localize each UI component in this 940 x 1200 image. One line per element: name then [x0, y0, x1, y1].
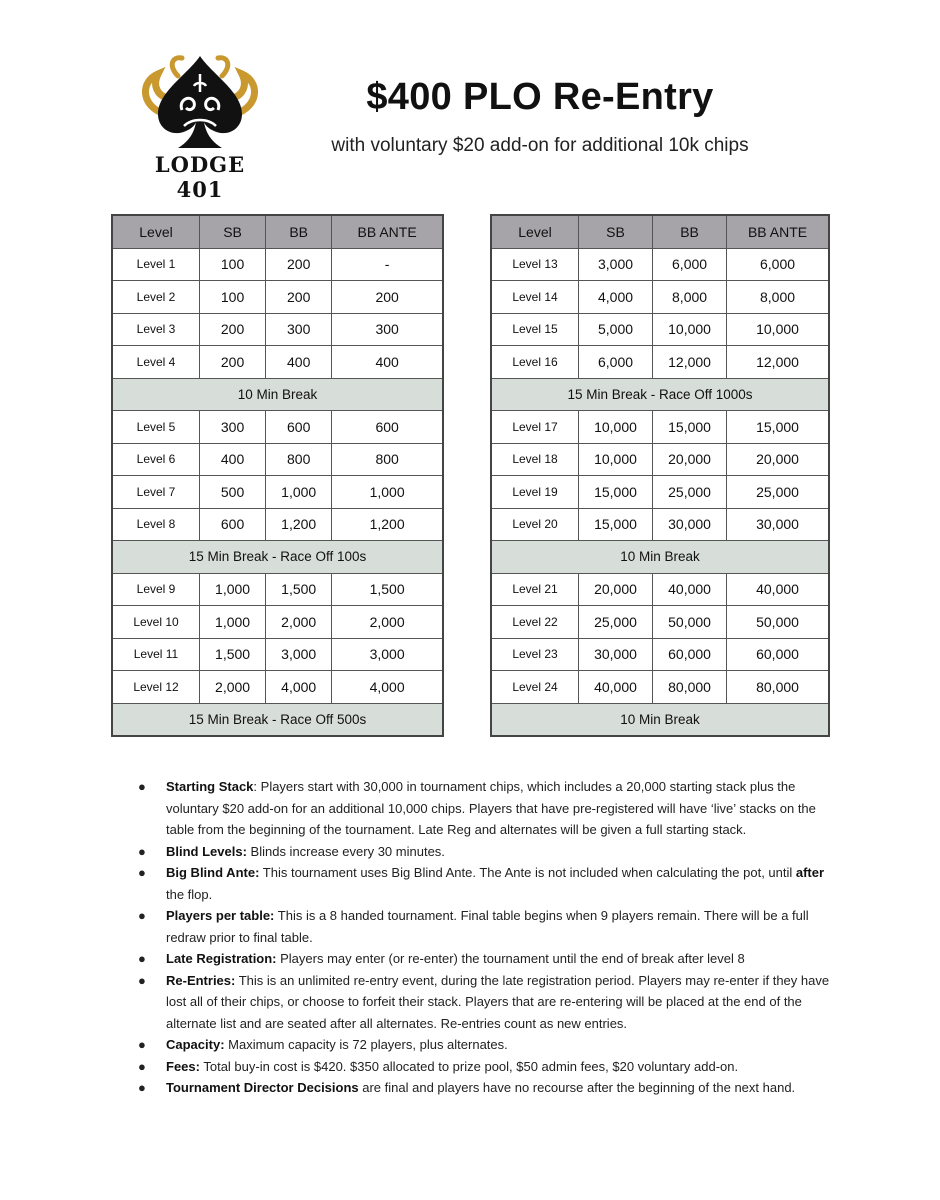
- bb-cell: 8,000: [653, 281, 727, 314]
- bb-cell: 15,000: [653, 411, 727, 444]
- level-row: [491, 443, 829, 476]
- level-row: [491, 638, 829, 671]
- column-header-sb: SB: [579, 215, 653, 248]
- level-cell: Level 12: [112, 671, 200, 704]
- table-header-row: [491, 215, 829, 248]
- level-cell: Level 1: [112, 248, 200, 281]
- bb-cell: 4,000: [266, 671, 332, 704]
- bb-ante-cell: 1,500: [332, 573, 443, 606]
- column-header-level: Level: [491, 215, 579, 248]
- level-cell: Level 23: [491, 638, 579, 671]
- bb-cell: 12,000: [653, 346, 727, 379]
- bullet-icon: ●: [138, 779, 146, 794]
- break-row: [112, 541, 443, 574]
- break-label: 10 Min Break: [112, 378, 443, 411]
- break-label: 15 Min Break - Race Off 500s: [112, 703, 443, 736]
- level-row: [491, 606, 829, 639]
- rule-text-continued: the flop.: [166, 886, 213, 902]
- sb-cell: 3,000: [579, 248, 653, 281]
- bb-cell: 20,000: [653, 443, 727, 476]
- level-cell: Level 5: [112, 411, 200, 444]
- bb-cell: 3,000: [266, 638, 332, 671]
- bb-ante-cell: 8,000: [727, 281, 829, 314]
- break-label: 10 Min Break: [491, 703, 829, 736]
- level-cell: Level 21: [491, 573, 579, 606]
- sb-cell: 2,000: [200, 671, 266, 704]
- bb-cell: 60,000: [653, 638, 727, 671]
- level-row: [112, 476, 443, 509]
- level-cell: Level 16: [491, 346, 579, 379]
- level-cell: Level 11: [112, 638, 200, 671]
- rule-text: This is a 8 handed tournament. Final table begins when 9 players remain. There will be a full redraw prior to final table.: [166, 908, 809, 945]
- rule-label: Re-Entries:: [166, 972, 236, 988]
- rule-item: [138, 841, 838, 863]
- rule-item: [138, 1077, 838, 1099]
- level-row: [491, 671, 829, 704]
- bb-cell: 1,000: [266, 476, 332, 509]
- sb-cell: 6,000: [579, 346, 653, 379]
- sb-cell: 20,000: [579, 573, 653, 606]
- rule-item: [138, 862, 838, 905]
- bb-cell: 400: [266, 346, 332, 379]
- bb-cell: 800: [266, 443, 332, 476]
- bb-cell: 200: [266, 248, 332, 281]
- rule-label: Blind Levels:: [166, 843, 247, 859]
- bb-ante-cell: 25,000: [727, 476, 829, 509]
- bb-ante-cell: 800: [332, 443, 443, 476]
- rule-item: [138, 776, 838, 841]
- sb-cell: 10,000: [579, 443, 653, 476]
- rule-text: Blinds increase every 30 minutes.: [246, 843, 445, 859]
- level-row: [112, 638, 443, 671]
- level-cell: Level 7: [112, 476, 200, 509]
- bb-ante-cell: 1,000: [332, 476, 443, 509]
- level-row: [491, 313, 829, 346]
- bb-cell: 600: [266, 411, 332, 444]
- bullet-icon: ●: [138, 972, 146, 988]
- blind-structure-table-left: [111, 214, 444, 737]
- level-row: [491, 411, 829, 444]
- bb-ante-cell: 40,000: [727, 573, 829, 606]
- column-header-bb: BB: [653, 215, 727, 248]
- bb-ante-cell: 12,000: [727, 346, 829, 379]
- tournament-rules-list: [138, 776, 838, 1099]
- sb-cell: 40,000: [579, 671, 653, 704]
- level-cell: Level 18: [491, 443, 579, 476]
- sb-cell: 200: [200, 313, 266, 346]
- rule-text: Total buy-in cost is $420. $350 allocated to prize pool, $50 admin fees, $20 voluntary add-on.: [199, 1058, 739, 1074]
- rule-label: Players per table:: [166, 908, 275, 923]
- column-header-bb-ante: BB ANTE: [727, 215, 829, 248]
- sb-cell: 200: [200, 346, 266, 379]
- bullet-icon: ●: [138, 1037, 146, 1052]
- sb-cell: 5,000: [579, 313, 653, 346]
- bb-ante-cell: 200: [332, 281, 443, 314]
- rule-text: Players may enter (or re-enter) the tournament until the end of break after level 8: [276, 951, 745, 966]
- column-header-level: Level: [112, 215, 200, 248]
- level-row: [112, 411, 443, 444]
- level-row: [112, 281, 443, 314]
- level-row: [112, 508, 443, 541]
- rule-item: [138, 948, 838, 970]
- level-cell: Level 22: [491, 606, 579, 639]
- level-row: [491, 573, 829, 606]
- level-row: [112, 606, 443, 639]
- bb-ante-cell: 50,000: [727, 606, 829, 639]
- level-row: [112, 313, 443, 346]
- bullet-icon: ●: [138, 951, 146, 966]
- bb-ante-cell: 400: [332, 346, 443, 379]
- bb-ante-cell: 600: [332, 411, 443, 444]
- level-row: [491, 346, 829, 379]
- level-row: [112, 248, 443, 281]
- bb-ante-cell: 2,000: [332, 606, 443, 639]
- rule-item: [138, 905, 838, 948]
- sb-cell: 15,000: [579, 508, 653, 541]
- column-header-bb: BB: [266, 215, 332, 248]
- bb-cell: 30,000: [653, 508, 727, 541]
- bb-ante-cell: 4,000: [332, 671, 443, 704]
- bullet-icon: ●: [138, 865, 146, 880]
- bb-cell: 50,000: [653, 606, 727, 639]
- break-row: [491, 378, 829, 411]
- bullet-icon: ●: [138, 843, 146, 859]
- rule-item: [138, 970, 838, 1035]
- sb-cell: 15,000: [579, 476, 653, 509]
- rule-label: Capacity:: [166, 1037, 225, 1052]
- column-header-sb: SB: [200, 215, 266, 248]
- bb-cell: 80,000: [653, 671, 727, 704]
- rule-emphasis: after: [795, 865, 825, 880]
- rule-text: : Players start with 30,000 in tournament chips, which includes a 20,000 starting stack plus the voluntary $20 add-on for an additional 10,000 chips. Players that have pre-registered will have ‘live’ stacks on the table from the beginning of the tournament. Late Reg and alternates will be given a full starting stack.: [166, 779, 816, 837]
- level-row: [491, 248, 829, 281]
- level-row: [112, 573, 443, 606]
- bb-ante-cell: 20,000: [727, 443, 829, 476]
- page-title: $400 PLO Re-Entry: [366, 76, 714, 118]
- column-header-bb-ante: BB ANTE: [332, 215, 443, 248]
- sb-cell: 10,000: [579, 411, 653, 444]
- bb-cell: 25,000: [653, 476, 727, 509]
- bullet-icon: ●: [138, 1080, 146, 1095]
- sb-cell: 30,000: [579, 638, 653, 671]
- level-cell: Level 14: [491, 281, 579, 314]
- level-row: [491, 281, 829, 314]
- bb-cell: 2,000: [266, 606, 332, 639]
- bb-ante-cell: 60,000: [727, 638, 829, 671]
- bb-cell: 200: [266, 281, 332, 314]
- bullet-icon: ●: [138, 908, 146, 923]
- level-row: [491, 508, 829, 541]
- sb-cell: 400: [200, 443, 266, 476]
- bb-ante-cell: 15,000: [727, 411, 829, 444]
- level-row: [112, 671, 443, 704]
- break-label: 15 Min Break - Race Off 100s: [112, 541, 443, 574]
- bullet-icon: ●: [138, 1058, 146, 1074]
- bb-ante-cell: 6,000: [727, 248, 829, 281]
- sb-cell: 300: [200, 411, 266, 444]
- bb-cell: 1,200: [266, 508, 332, 541]
- lodge-401-logo: [130, 52, 270, 202]
- level-cell: Level 10: [112, 606, 200, 639]
- bb-ante-cell: 300: [332, 313, 443, 346]
- sb-cell: 25,000: [579, 606, 653, 639]
- sb-cell: 500: [200, 476, 266, 509]
- sb-cell: 100: [200, 248, 266, 281]
- level-row: [112, 443, 443, 476]
- level-cell: Level 15: [491, 313, 579, 346]
- level-row: [112, 346, 443, 379]
- sb-cell: 1,000: [200, 573, 266, 606]
- level-cell: Level 24: [491, 671, 579, 704]
- page-subtitle: with voluntary $20 add-on for additional 10k chips: [331, 135, 749, 156]
- table-header-row: [112, 215, 443, 248]
- level-cell: Level 20: [491, 508, 579, 541]
- break-label: 10 Min Break: [491, 541, 829, 574]
- break-label: 15 Min Break - Race Off 1000s: [491, 378, 829, 411]
- sb-cell: 600: [200, 508, 266, 541]
- level-cell: Level 3: [112, 313, 200, 346]
- blind-structure-table-right: [490, 214, 830, 737]
- level-cell: Level 9: [112, 573, 200, 606]
- level-row: [491, 476, 829, 509]
- logo-text: LODGE 401: [154, 152, 246, 202]
- spade-icon: [138, 52, 262, 154]
- bb-cell: 300: [266, 313, 332, 346]
- rule-item: [138, 1056, 838, 1078]
- break-row: [112, 378, 443, 411]
- rule-item: [138, 1034, 838, 1056]
- rule-text: Maximum capacity is 72 players, plus alternates.: [224, 1037, 508, 1052]
- bb-cell: 1,500: [266, 573, 332, 606]
- break-row: [491, 703, 829, 736]
- rule-text: are final and players have no recourse after the beginning of the next hand.: [358, 1080, 796, 1095]
- level-cell: Level 8: [112, 508, 200, 541]
- bb-cell: 6,000: [653, 248, 727, 281]
- rule-label: Big Blind Ante:: [166, 865, 260, 880]
- bb-ante-cell: 1,200: [332, 508, 443, 541]
- level-cell: Level 13: [491, 248, 579, 281]
- sb-cell: 4,000: [579, 281, 653, 314]
- sb-cell: 1,000: [200, 606, 266, 639]
- bb-ante-cell: 10,000: [727, 313, 829, 346]
- bb-cell: 40,000: [653, 573, 727, 606]
- level-cell: Level 6: [112, 443, 200, 476]
- rule-label: Tournament Director Decisions: [166, 1080, 359, 1095]
- bb-ante-cell: 80,000: [727, 671, 829, 704]
- rule-text: This tournament uses Big Blind Ante. The Ante is not included when calculating the pot, until: [259, 865, 796, 880]
- rule-label: Fees:: [166, 1058, 200, 1074]
- level-cell: Level 4: [112, 346, 200, 379]
- bb-ante-cell: 30,000: [727, 508, 829, 541]
- level-cell: Level 19: [491, 476, 579, 509]
- sb-cell: 100: [200, 281, 266, 314]
- level-cell: Level 17: [491, 411, 579, 444]
- bb-ante-cell: 3,000: [332, 638, 443, 671]
- level-cell: Level 2: [112, 281, 200, 314]
- bb-cell: 10,000: [653, 313, 727, 346]
- break-row: [112, 703, 443, 736]
- rule-text: This is an unlimited re-entry event, during the late registration period. Players may re-enter if they have lost all of their chips, or choose to forfeit their stack. Players that are re-entering will be placed at the end of the alternate list and are seated after all alternates. Re-entries count as new entries.: [166, 972, 830, 1031]
- sb-cell: 1,500: [200, 638, 266, 671]
- break-row: [491, 541, 829, 574]
- rule-label: Late Registration:: [166, 951, 277, 966]
- rule-label: Starting Stack: [166, 779, 254, 794]
- bb-ante-cell: -: [332, 248, 443, 281]
